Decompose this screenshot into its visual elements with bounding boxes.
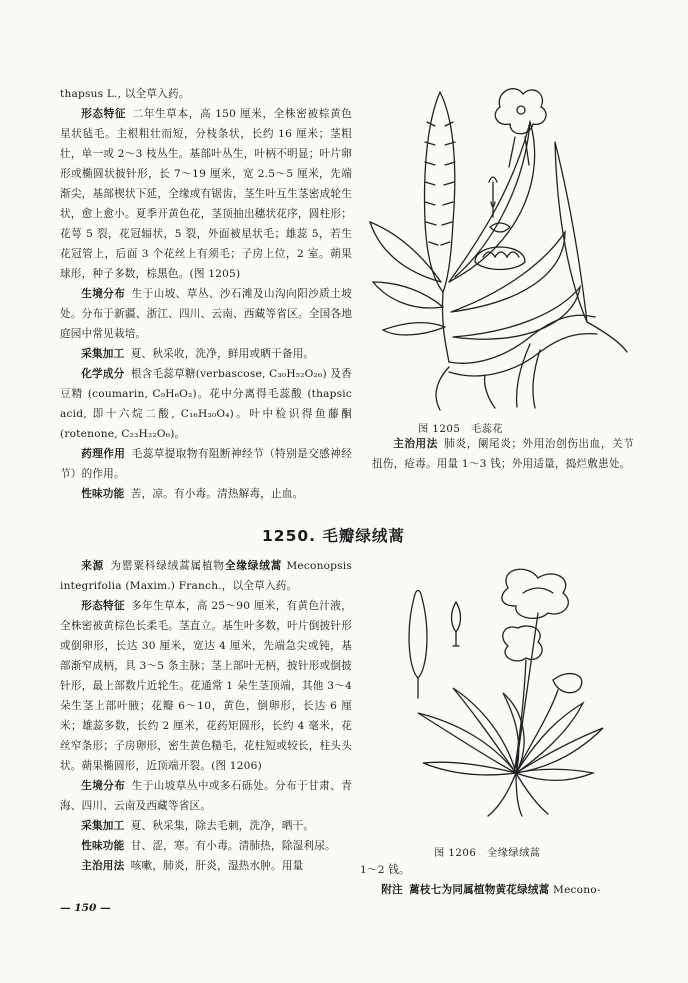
lower-left-column xyxy=(60,556,352,876)
figure-1206-illustration xyxy=(398,568,608,818)
properties-paragraph-2: 性味功能 甘、涩，寒。有小毒。清肺热，除湿利尿。 xyxy=(81,840,336,852)
dosage-continuation: 1～2 钱。 xyxy=(360,864,410,876)
source-paragraph: 来源 为罂粟科绿绒蒿属植物全缘绿绒蒿 Meconopsis integrifolia (Maxim.) Franch.，以全草入药。 xyxy=(60,560,353,592)
continued-line: thapsus L., 以全草入药。 xyxy=(60,88,190,100)
page-number: — 150 — xyxy=(60,902,111,914)
indications-paragraph: 主治用法 肺炎，阑尾炎；外用治创伤出血，关节扭伤，疮毒。用量 1～3 钱；外用适量，捣烂敷患处。 xyxy=(372,438,634,470)
indications-paragraph-2: 主治用法 咳嗽，肺炎，肝炎，湿热水肿。用量 xyxy=(81,860,304,872)
habitat-paragraph: 生境分布 生于山坡、草丛、沙石滩及山沟向阳沙质土坡处。分布于新疆、浙江、四川、云南、西藏等省区。全国各地庭园中常见栽培。 xyxy=(60,288,352,340)
figure-1205-illustration xyxy=(365,82,635,412)
habitat-paragraph-2: 生境分布 生于山坡草丛中或多石砾处。分布于甘肃、青海、四川、云南及西藏等省区。 xyxy=(60,780,352,812)
upper-left-column xyxy=(60,84,352,504)
entry-title: 1250. 毛瓣绿绒蒿 xyxy=(262,527,405,545)
figure-1206-caption: 图 1206 全缘绿绒蒿 xyxy=(434,848,541,859)
upper-right-text xyxy=(372,434,634,474)
morphology-paragraph-2: 形态特征 多年生草本，高 25～90 厘米，有黄色汁液，全株密被黄棕色长柔毛。茎直立。基生叶多数，叶片倒披针形或倒卵形，长达 30 厘米，宽达 4 厘米，先端急尖或钝，基部渐窄成柄，具 3～5 条主脉；茎上部叶无柄，披针形或倒披针形，最上部数片近轮生。花通常 1 朵生茎顶端，其他 3～4 朵生茎上部叶腋；花瓣 6～10，黄色，倒卵形，长达 6 厘米；雄蕊多数，长约 2 厘米，花药矩圆形，长约 4 毫米，花丝窄条形；子房卵形，密生黄色糙毛，花柱短或较长，柱头头状。蒴果椭圆形，近顶端开裂。(图 1206) xyxy=(60,600,352,772)
pharmacology-paragraph: 药理作用 毛蕊草提取物有阻断神经节（特别是交感神经节）的作用。 xyxy=(60,448,352,480)
properties-paragraph: 性味功能 苦，凉。有小毒。清热解毒，止血。 xyxy=(81,488,304,500)
harvest-paragraph-2: 采集加工 夏、秋采集，除去毛刺，洗净，晒干。 xyxy=(81,820,315,832)
figure-1205-caption: 图 1205 毛蕊花 xyxy=(418,424,504,435)
chemistry-paragraph: 化学成分 根含毛蕊草糖(verbascose, C₃₀H₅₂O₂₆) 及香豆精 (coumarin, C₉H₆O₂)。花中分离得毛蕊酸 (thapsic acid, 即十六烷二酸, C₁₆H₃₀O₄)。叶中检识得鱼藤酮(rotenone, C₂₃H₂₂O₆)。 xyxy=(60,368,352,440)
morphology-paragraph: 形态特征 二年生草本，高 150 厘米，全株密被棕黄色星状毡毛。主根粗壮而短，分枝条状，长约 16 厘米；茎粗壮，单一或 2～3 枝丛生。基部叶丛生，叶柄不明显；叶片卵形或椭圆状披针形，长 7～19 厘米，宽 2.5～5 厘米，先端渐尖，基部楔状下延，全缘或有锯齿，茎生叶互生茎密成轮生状，愈上愈小。夏季开黄色花，茎顶抽出穗状花序，圆柱形；花萼 5 裂，花冠辐状，5 裂，外面被星状毛；雄蕊 5，若生花冠管上，后面 3 个花丝上有须毛；子房上位，2 室。蒴果球形，种子多数，棕黑色。(图 1205) xyxy=(60,108,352,280)
harvest-paragraph: 采集加工 夏、秋采收，洗净，鲜用或晒干备用。 xyxy=(81,348,315,360)
note-paragraph: 附注 蓠枝七为同属植物黄花绿绒蒿 Mecono- xyxy=(381,884,601,896)
lower-right-text xyxy=(360,860,636,900)
